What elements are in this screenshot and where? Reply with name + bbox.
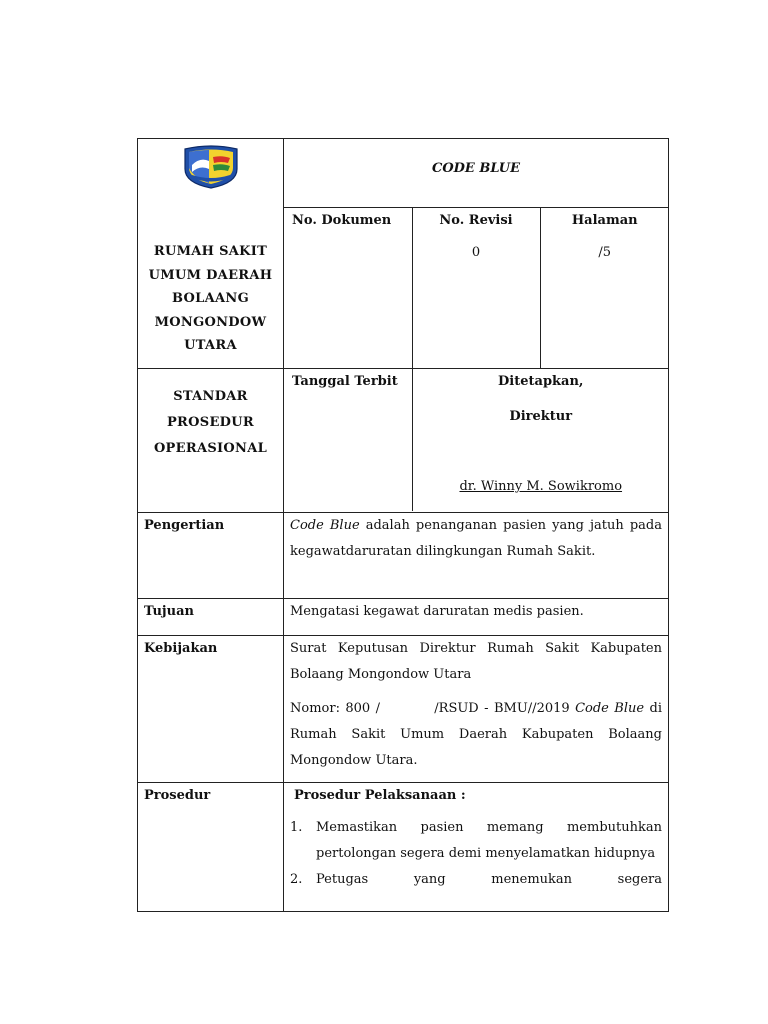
document-title: CODE BLUE xyxy=(431,161,521,176)
hospital-name xyxy=(138,209,283,358)
document-meta-cell xyxy=(284,208,669,369)
list-item xyxy=(290,815,662,867)
prosedur-steps xyxy=(290,815,662,893)
kebijakan-label: Kebijakan xyxy=(138,636,284,783)
halaman-header xyxy=(540,208,669,368)
halaman-label: Halaman xyxy=(571,213,638,228)
kebijakan-term: Code Blue xyxy=(575,701,645,716)
kebijakan-number: Nomor: 800 / /RSUD - BMU//2019 xyxy=(290,701,576,716)
no-revisi-value: 0 xyxy=(471,245,481,260)
prosedur-text xyxy=(284,783,669,912)
kebijakan-paragraph-1: Surat Keputusan Direktur Rumah Sakit Kabupaten Bolaang Mongondow Utara xyxy=(290,641,662,682)
tujuan-text: Mengatasi kegawat daruratan medis pasien. xyxy=(284,599,669,636)
sop-approval-cell xyxy=(284,369,669,513)
sop-title-cell xyxy=(138,369,284,513)
kebijakan-paragraph-2 xyxy=(290,696,667,774)
hospital-identity-cell xyxy=(138,139,284,369)
step-number: 1. xyxy=(290,820,303,835)
prosedur-heading: Prosedur Pelaksanaan : xyxy=(294,788,466,803)
kebijakan-text xyxy=(284,636,669,783)
regency-emblem-icon xyxy=(182,145,240,189)
step-text: Memastikan pasien memang membutuhkan pertolongan segera demi menyelamatkan hidupnya xyxy=(316,820,662,861)
sop-title-line: STANDAR xyxy=(173,389,248,404)
tanggal-terbit-label: Tanggal Terbit xyxy=(292,374,398,389)
document-title-cell xyxy=(284,139,669,208)
pengertian-label: Pengertian xyxy=(138,513,284,599)
step-text: Petugas yang menemukan segera xyxy=(316,872,662,887)
hospital-name-line: UTARA xyxy=(184,338,237,353)
sop-title-line: OPERASIONAL xyxy=(153,441,268,456)
director-name: dr. Winny M. Sowikromo xyxy=(459,479,623,494)
kebijakan-suffix: di Rumah Sakit Umum Daerah Kabupaten Bolaang Mongondow Utara. xyxy=(290,701,667,768)
pengertian-definition: adalah penanganan pasien yang jatuh pada kegawatdaruratan dilingkungan Rumah Sakit. xyxy=(290,518,662,559)
list-item xyxy=(290,867,662,893)
ditetapkan-label: Ditetapkan, xyxy=(498,374,584,389)
hospital-name-line: UMUM DAERAH xyxy=(148,267,273,283)
no-dokumen-label: No. Dokumen xyxy=(292,213,392,228)
halaman-value: /5 xyxy=(598,245,612,260)
ditetapkan-block xyxy=(412,369,669,511)
document-meta-table xyxy=(284,208,669,368)
direktur-label: Direktur xyxy=(509,409,573,424)
sop-table xyxy=(137,138,669,912)
hospital-name-line: BOLAANG xyxy=(172,291,249,306)
pengertian-term: Code Blue xyxy=(290,518,360,533)
hospital-name-line: RUMAH SAKIT xyxy=(153,244,268,259)
prosedur-label: Prosedur xyxy=(138,783,284,912)
hospital-name-line: MONGONDOW xyxy=(154,314,267,330)
pengertian-text xyxy=(284,513,669,599)
no-revisi-header xyxy=(412,208,540,368)
step-number: 2. xyxy=(290,872,303,887)
hospital-logo xyxy=(182,139,283,209)
sop-approval-table xyxy=(284,369,669,511)
no-revisi-label: No. Revisi xyxy=(439,213,513,228)
tujuan-label: Tujuan xyxy=(138,599,284,636)
no-dokumen-header xyxy=(284,208,412,368)
sop-title-line: PROSEDUR xyxy=(166,415,254,430)
